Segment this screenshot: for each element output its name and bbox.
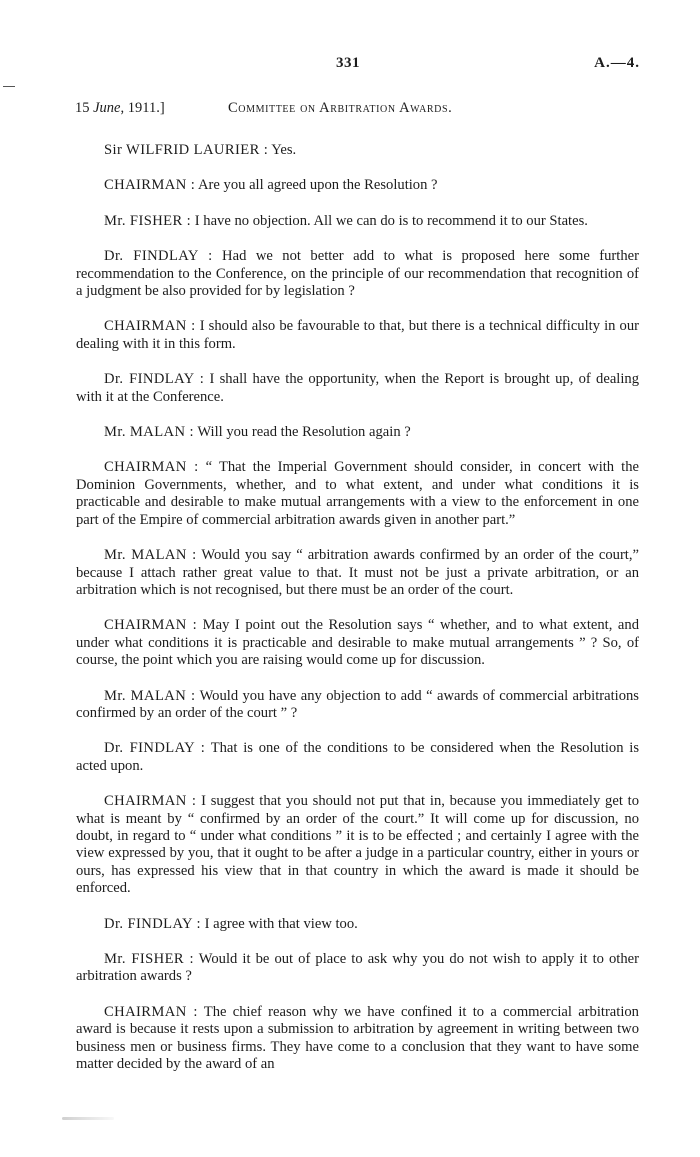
speech-text: That is one of the conditions to be considered when the Resolution is acted upon. (76, 740, 639, 774)
speaker-name: Mr. FISHER : (104, 951, 194, 967)
transcript-paragraph (76, 688, 639, 723)
transcript-paragraph (76, 213, 639, 230)
speech-text: I agree with that view too. (200, 915, 358, 932)
speech-text: May I point out the Resolution says “ whether, and to what extent, and under what conditions it is practicable and desirable to make mutual arrangements ” ? So, of course, the point which you are raising would come up for discussion. (76, 617, 639, 669)
transcript-paragraph (76, 793, 639, 897)
transcript-paragraph (76, 248, 639, 300)
speaker-name: CHAIRMAN : (104, 793, 197, 810)
transcript-paragraph (76, 459, 639, 529)
transcript-paragraph (76, 318, 639, 353)
paper-reference: A.—4. (594, 55, 640, 71)
speaker-name: Mr. MALAN : (104, 687, 196, 704)
transcript-paragraph (76, 424, 639, 441)
date-month: June (93, 100, 121, 116)
speech-text: Would it be out of place to ask why you do not wish to apply it to other arbitration awards ? (76, 951, 639, 985)
speech-text: Would you have any objection to add “ awards of commercial arbitrations confirmed by an order of the court ” ? (76, 687, 639, 721)
speaker-name: CHAIRMAN : (104, 177, 196, 194)
speech-text: The chief reason why we have confined it to a commercial arbitration award is because it rests upon a submission to arbitration by agreement in writing between two business men or business firms. They have come to a conclusion that they want to have some matter decided by the award of an (76, 1003, 639, 1073)
transcript-paragraph (76, 177, 639, 194)
speech-text: Had we not better add to what is proposed here some further recommendation to the Conference, on the principle of our recommendation that recognition of a judgment be also provided for by legislation ? (76, 248, 639, 300)
transcript-paragraph (76, 1004, 639, 1074)
speech-text: Will you read the Resolution again ? (193, 424, 411, 441)
speaker-name: Mr. MALAN : (104, 547, 197, 564)
header-title: Committee on Arbitration Awards. (228, 100, 453, 116)
date-day: 15 (75, 100, 94, 116)
speaker-name: Mr. FISHER : (104, 212, 192, 229)
speech-text: I suggest that you should not put that in, because you immediately get to what is meant by “ confirmed by an order of the court.” It will come up for discussion, no doubt, in regard to “ under what conditions ” it is to be effected ; and certainly I agree with the view expressed by you, that it ought to be after a judge in a particular country, either in yours or ours, has expressed his view that in that country in which the award is made it should be enforced. (76, 793, 640, 897)
page-number: 331 (336, 55, 360, 71)
header-date (75, 100, 165, 117)
transcript-paragraph (76, 547, 639, 599)
speech-text: I have no objection. All we can do is to recommend it to our States. (191, 212, 588, 229)
speaker-name: Dr. FINDLAY : (104, 740, 206, 757)
transcript-paragraph (76, 371, 639, 406)
transcript-paragraph (76, 142, 639, 159)
transcript-paragraph (76, 617, 639, 669)
speaker-name: CHAIRMAN : (104, 318, 196, 335)
speaker-name: Dr. FINDLAY : (104, 248, 213, 265)
speaker-name: Dr. FINDLAY : (104, 915, 201, 932)
transcript-paragraph (76, 740, 639, 775)
speaker-name: CHAIRMAN : (104, 1003, 198, 1020)
speech-text: “ That the Imperial Government should consider, in concert with the Dominion Governments, whether, and to what extent, and under what conditions it is practicable and desirable to make mutual arrangements with a view to the enforcement in one part of the Empire of commercial arbitration awards given in another part.” (76, 459, 639, 528)
speaker-name: CHAIRMAN : (104, 459, 199, 476)
speech-text: Would you say “ arbitration awards confirmed by an order of the court,” because I attach rather great value to that. It must not be just a private arbitration, or an arbitration which is not recognised, but there must be an order of the court. (76, 547, 639, 598)
speech-text: Yes. (268, 142, 297, 158)
speaker-name: Sir WILFRID LAURIER : (104, 142, 269, 158)
transcript-paragraph (76, 916, 639, 933)
speaker-name: CHAIRMAN : (104, 617, 198, 634)
scan-smudge (62, 1117, 114, 1120)
speaker-name: Dr. FINDLAY : (104, 371, 205, 388)
transcript-paragraph (76, 951, 639, 986)
speech-text: I should also be favourable to that, but there is a technical difficulty in our dealing with it in this form. (76, 318, 640, 352)
date-year: , 1911.] (120, 100, 165, 116)
speaker-name: Mr. MALAN : (104, 424, 194, 441)
speech-text: Are you all agreed upon the Resolution ? (195, 177, 438, 194)
transcript-body (76, 142, 639, 1091)
speech-text: I shall have the opportunity, when the Report is brought up, of dealing with it at the Conference. (76, 371, 639, 405)
margin-mark (3, 86, 15, 87)
